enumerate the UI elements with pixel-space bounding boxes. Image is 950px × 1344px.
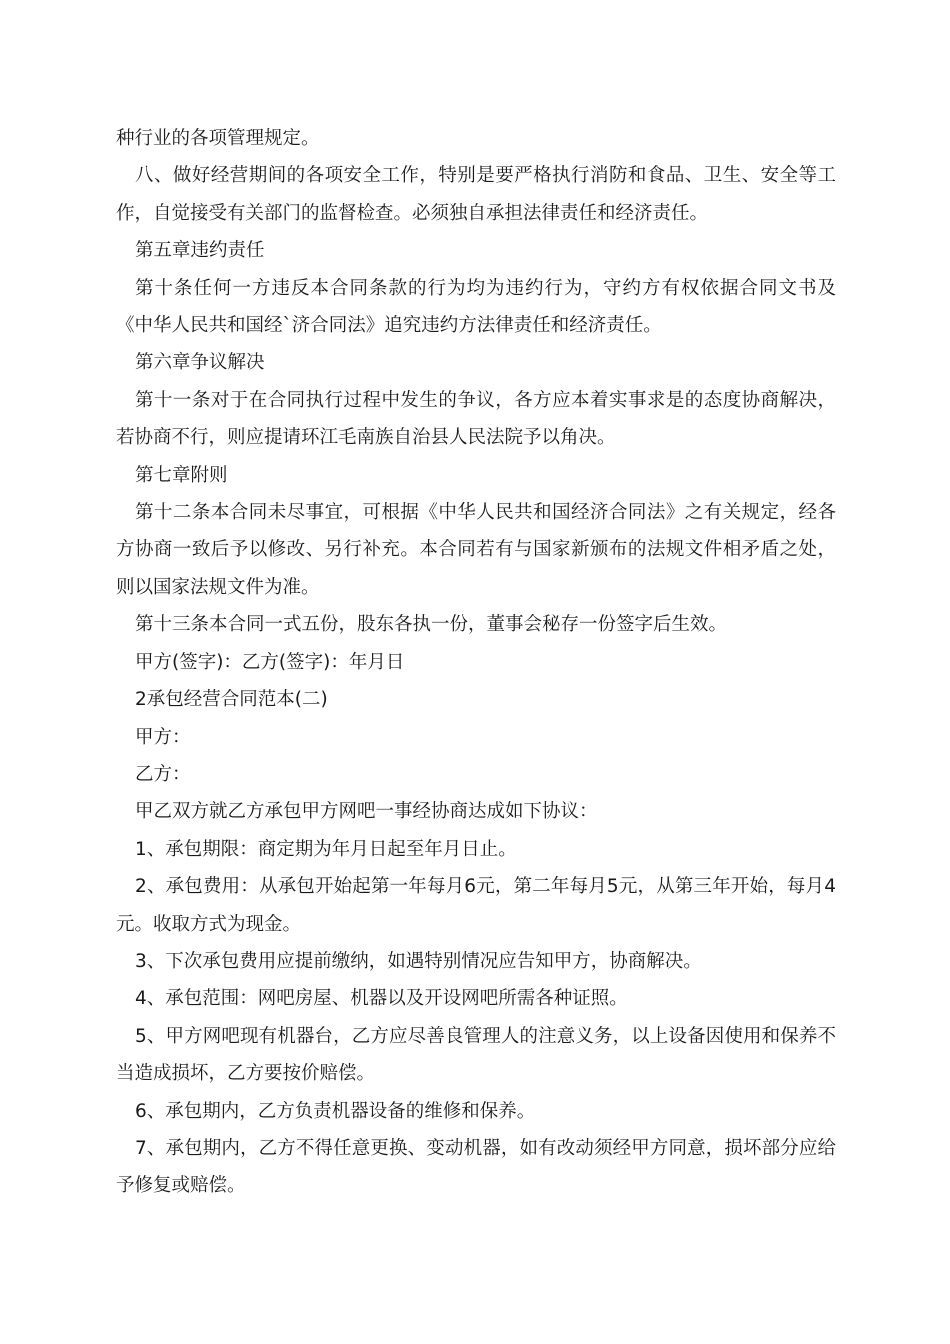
paragraph-continuation: 种行业的各项管理规定。 — [116, 128, 320, 149]
clause-6-maintenance: 6、承包期内，乙方负责机器设备的维修和保养。 — [135, 1100, 536, 1122]
article-twelve: 第十二条本合同未尽事宜，可根据《中华人民共和国经济合同法》之有关规定，经各方协商一致后予以修改、另行补充。本合同若有与国家新颁布的法规文件相矛盾之处，则以国家法规文件为准。 — [116, 502, 836, 598]
article-ten: 第十条任何一方违反本合同条款的行为均为违约行为，守约方有权依据合同文书及《中华人民共和国经`济合同法》追究违约方法律责任和经济责任。 — [116, 277, 836, 337]
clause-5-equipment: 5、甲方网吧现有机器台，乙方应尽善良管理人的注意义务，以上设备因使用和保养不当造成损坏，乙方要按价赔偿。 — [116, 1025, 836, 1085]
clause-7-changes: 7、承包期内，乙方不得任意更换、变动机器，如有改动须经甲方同意，损坏部分应给予修复或赔偿。 — [116, 1137, 836, 1197]
clause-2-fees: 2、承包费用：从承包开始起第一年每月6元，第二年每月5元，从第三年开始，每月4元。收取方式为现金。 — [116, 876, 836, 935]
party-a-line: 甲方： — [135, 726, 191, 748]
clause-3-payment: 3、下次承包费用应提前缴纳，如遇特别情况应告知甲方，协商解决。 — [135, 950, 702, 972]
clause-4-scope: 4、承包范围：网吧房屋、机器以及开设网吧所需各种证照。 — [135, 988, 628, 1010]
section-title-template-two: 2承包经营合同范本(二) — [135, 689, 328, 711]
document-body — [116, 120, 836, 1205]
clause-1-term: 1、承包期限：商定期为年月日起至年月日止。 — [135, 838, 517, 860]
chapter-heading-supplementary: 第七章附则 — [135, 464, 228, 486]
party-b-line: 乙方： — [135, 763, 191, 785]
chapter-heading-dispute: 第六章争议解决 — [135, 352, 265, 374]
agreement-intro: 甲乙双方就乙方承包甲方网吧一事经协商达成如下协议： — [135, 801, 598, 823]
paragraph-safety-clause: 八、做好经营期间的各项安全工作，特别是要严格执行消防和食品、卫生、安全等工作，自觉接受有关部门的监督检查。必须独自承担法律责任和经济责任。 — [116, 165, 836, 224]
chapter-heading-breach: 第五章违约责任 — [135, 240, 265, 262]
signature-line: 甲方(签字)：乙方(签字)：年月日 — [135, 651, 405, 673]
article-eleven: 第十一条对于在合同执行过程中发生的争议，各方应本着实事求是的态度协商解决，若协商不行，则应提请环江毛南族自治县人民法院予以角决。 — [116, 389, 836, 449]
article-thirteen: 第十三条本合同一式五份，股东各执一份，董事会秘存一份签字后生效。 — [135, 614, 728, 636]
